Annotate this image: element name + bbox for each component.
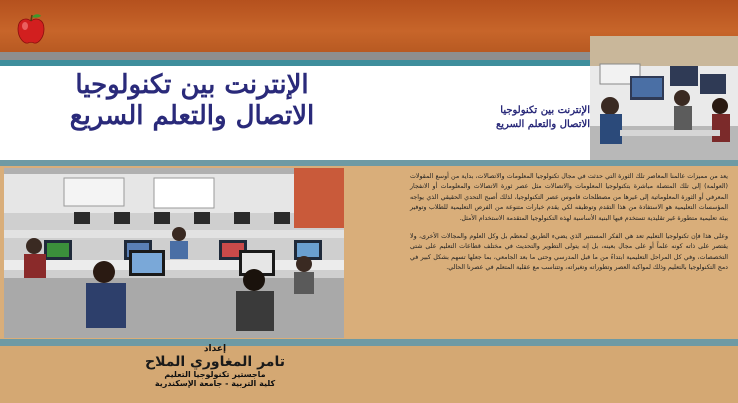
prepared-by-label: إعداد: [203, 344, 227, 354]
main-title-line2: الاتصال والتعلم السريع: [69, 101, 315, 132]
small-title-line2: الاتصال والتعلم السريع: [495, 118, 590, 130]
paragraph-2: وعلى هذا فإن تكنولوجيا التعليم تعد هي الفكر المستنير الذي يضيء الطريق لمعظم بل وكل العلوم والمجالات الأخرى، ولا يقتصر على ذاته كونه علماً أو على مجال بعينه، بل إنه يتولى التطوير والتحديث في مختلف قطاعات التعليم على شتى التخصصات، وفي كل المراحل التعليمية ابتداءً من ما قبل المدرسي وحتى ما بعد الجامعي، بما جعلها تسهم بشكل كبير في دمج التكنولوجيا بالتعليم وذلك لمواكبة العصر وتطوراته وتغيراته، وتتناسب مع عقلية المتعلم في عصرنا الحالي.: [410, 233, 728, 272]
footer: [0, 346, 738, 403]
main-title: [42, 70, 342, 132]
small-title: [450, 104, 590, 131]
small-title-line1: الإنترنت بين تكنولوجيا: [500, 105, 590, 116]
paragraph-1: يعد من مميزات عالمنا المعاصر تلك الثورة التي حدثت في مجال تكنولوجيا المعلومات والاتصالات، بداية من أوسع المقولات (العولمة) إلى تلك المتصلة مباشرة بتكنولوجيا المعلومات والاتصالات مثل عصر ثورة الاتصالات والمعلومات أو الانفجار المعرفي أو الثورة المعلوماتية إلى غيرها من مصطلحات قاموس عصر التكنولوجيا، لذلك أصبح التحدي الحقيقي الذي يواجه المؤسسات التعليمية هو الاستفادة من هذا التقدم وتوظيفه لكي يقدم خيارات متنوعة من الفرص التعليمية للطلاب وتوفير بيئة تعليمية متطورة غير تقليدية تستخدم فيها البنية الأساسية لهذه التكنولوجيا المتقدمة الاستخدام الأمثل.: [410, 173, 728, 222]
header-classroom-photo: [590, 36, 738, 160]
classroom-photo: [4, 168, 344, 338]
author-institution: كلية التربية - جامعة الإسكندرية: [154, 379, 276, 388]
author-block: [120, 344, 310, 388]
article-body: [410, 172, 728, 282]
apple-logo-icon: [14, 12, 48, 46]
author-name: تامر المغاوري الملاح: [145, 354, 285, 370]
author-degree: ماجستير تكنولوجيا التعليم: [164, 370, 266, 379]
main-title-line1: الإنترنت بين تكنولوجيا: [75, 70, 309, 100]
bottom-strip: [0, 339, 738, 346]
